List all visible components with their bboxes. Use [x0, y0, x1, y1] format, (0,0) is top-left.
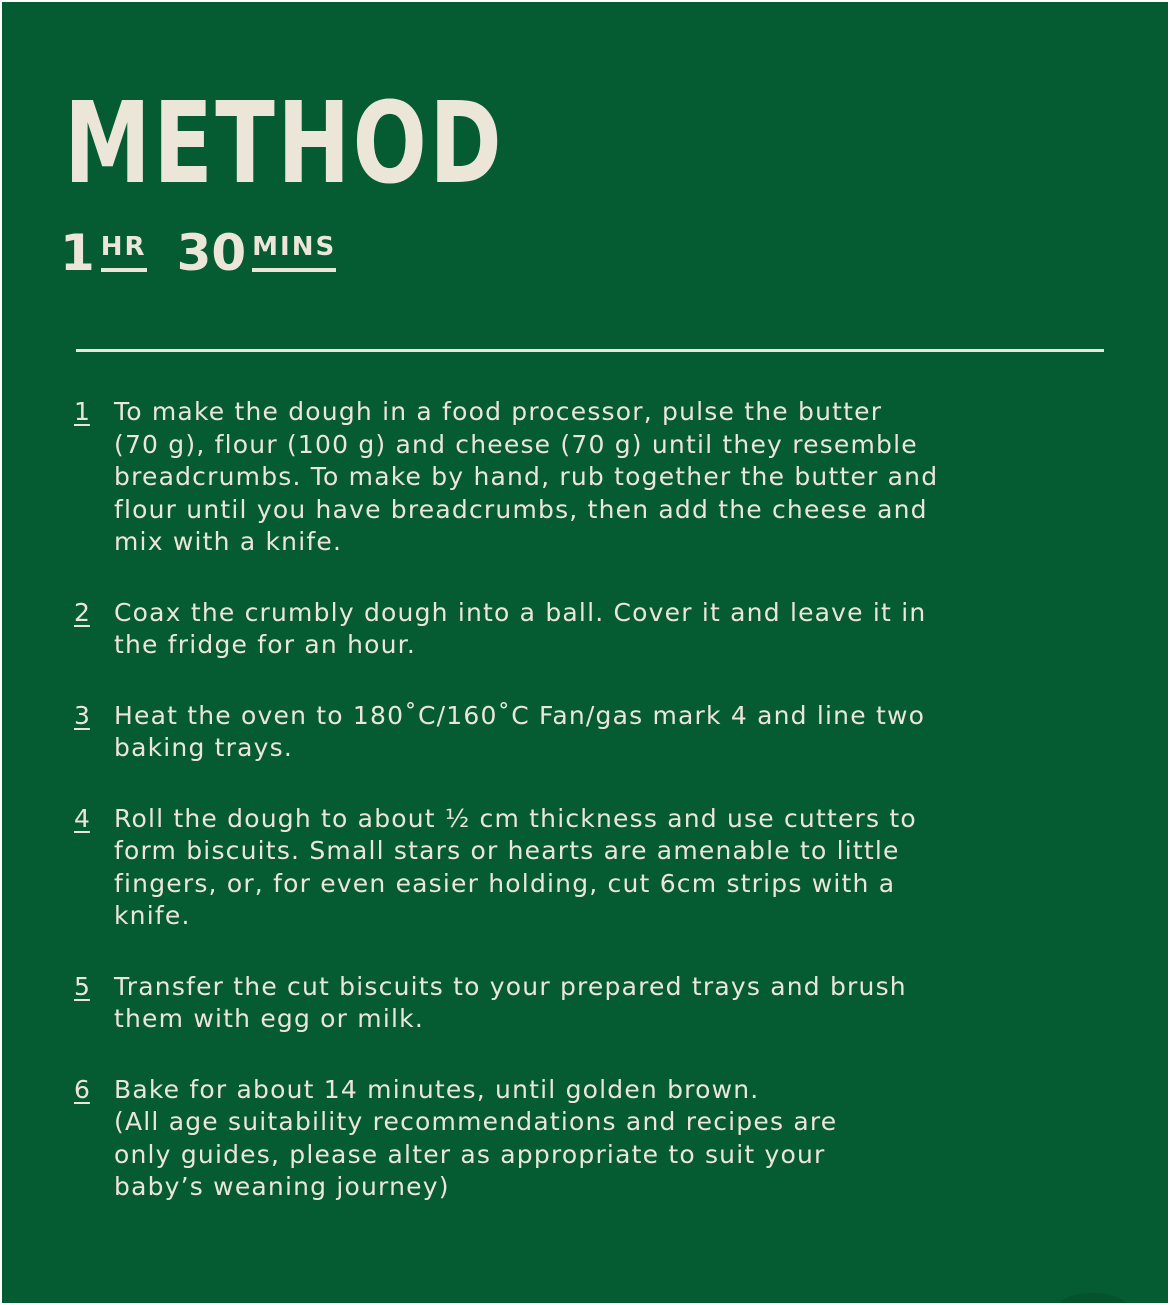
step-item	[74, 396, 1084, 559]
step-text: To make the dough in a food processor, pulse the butter (70 g), flour (100 g) and cheese (70 g) until they resemble breadcrumbs. To make by hand, rub together the butter and flour until you have breadcrumbs, then add the cheese and mix with a knife.	[114, 397, 939, 556]
duration-hours-unit: HR	[101, 234, 147, 272]
step-item	[74, 700, 1084, 765]
method-steps	[74, 396, 1084, 1242]
duration-hours: 1	[60, 224, 95, 282]
step-item	[74, 597, 1084, 662]
duration-minutes-unit: MINS	[252, 234, 336, 272]
step-number: 3	[74, 700, 90, 730]
page-title: METHOD	[64, 79, 505, 209]
divider	[76, 349, 1104, 352]
step-number: 5	[74, 971, 90, 1001]
step-text: Roll the dough to about ½ cm thickness and use cutters to form biscuits. Small stars or hearts are amenable to little fingers, or, for even easier holding, cut 6cm strips with a knife.	[114, 803, 917, 930]
step-text: Transfer the cut biscuits to your prepared trays and brush them with egg or milk.	[114, 971, 907, 1033]
step-number: 2	[74, 597, 90, 627]
step-item	[74, 971, 1084, 1036]
step-text: Bake for about 14 minutes, until golden brown. (All age suitability recommendations and recipes are only guides, please alter as appropriate to suit your baby’s weaning journey)	[114, 1074, 838, 1201]
step-item	[74, 803, 1084, 933]
step-number: 1	[74, 397, 90, 426]
step-item	[74, 1074, 1084, 1204]
duration-minutes: 30	[176, 224, 247, 282]
step-number: 6	[74, 1074, 90, 1104]
step-text: Heat the oven to 180˚C/160˚C Fan/gas mark 4 and line two baking trays.	[114, 700, 926, 762]
duration	[60, 224, 337, 282]
corner-decoration	[1058, 1293, 1128, 1303]
step-number: 4	[74, 803, 90, 833]
step-text: Coax the crumbly dough into a ball. Cover it and leave it in the fridge for an hour.	[114, 597, 927, 659]
method-card	[2, 2, 1168, 1303]
